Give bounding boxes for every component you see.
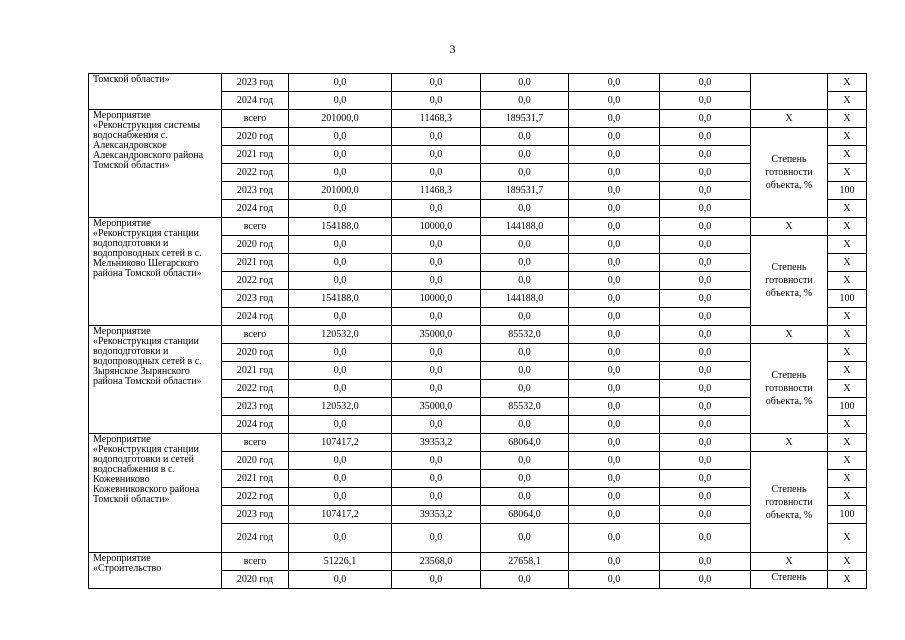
value-cell: 0,0	[392, 571, 481, 589]
indicator-cell: Степень готовности объекта, %	[751, 236, 828, 326]
value-cell: 0,0	[289, 236, 392, 254]
target-value-cell: 100	[828, 290, 867, 308]
value-cell: 0,0	[392, 362, 481, 380]
value-cell: 0,0	[660, 344, 751, 362]
target-value-cell: Х	[828, 164, 867, 182]
table-row	[89, 74, 867, 92]
value-cell: 0,0	[392, 344, 481, 362]
target-value-cell: Х	[828, 452, 867, 470]
value-cell: 0,0	[569, 128, 660, 146]
value-cell: 0,0	[481, 380, 569, 398]
value-cell: 11468,3	[392, 110, 481, 128]
year-cell: 2020 год	[222, 128, 289, 146]
value-cell: 0,0	[289, 362, 392, 380]
value-cell: 0,0	[289, 200, 392, 218]
value-cell: 0,0	[289, 571, 392, 589]
year-cell: 2021 год	[222, 470, 289, 488]
value-cell: 120532,0	[289, 326, 392, 344]
year-cell: всего	[222, 434, 289, 452]
value-cell: 0,0	[569, 92, 660, 110]
value-cell: 68064,0	[481, 506, 569, 524]
year-cell: 2022 год	[222, 164, 289, 182]
value-cell: 0,0	[660, 452, 751, 470]
value-cell: 0,0	[569, 380, 660, 398]
table-row	[89, 553, 867, 571]
event-name-cell: Мероприятие «Строительство	[89, 553, 222, 589]
year-cell: 2022 год	[222, 488, 289, 506]
value-cell: 0,0	[481, 452, 569, 470]
value-cell: 0,0	[660, 470, 751, 488]
value-cell: 0,0	[569, 110, 660, 128]
value-cell: 107417,2	[289, 506, 392, 524]
event-name-cell: Томской области»	[89, 74, 222, 110]
year-cell: 2021 год	[222, 362, 289, 380]
table-row	[89, 326, 867, 344]
year-cell: 2024 год	[222, 92, 289, 110]
value-cell: 0,0	[660, 254, 751, 272]
value-cell: 154188,0	[289, 218, 392, 236]
value-cell: 0,0	[660, 236, 751, 254]
value-cell: 0,0	[392, 254, 481, 272]
value-cell: 0,0	[481, 488, 569, 506]
value-cell: 0,0	[392, 308, 481, 326]
value-cell: 0,0	[289, 74, 392, 92]
event-name-cell: Мероприятие «Реконструкция станции водоподготовки и сетей водоснабжения в с. Кожевниково Кожевниковского района Томской области»	[89, 434, 222, 553]
value-cell: 0,0	[569, 182, 660, 200]
value-cell: 0,0	[660, 110, 751, 128]
indicator-cell	[751, 74, 828, 110]
target-value-cell: Х	[828, 470, 867, 488]
value-cell: 0,0	[660, 200, 751, 218]
year-cell: всего	[222, 326, 289, 344]
year-cell: 2021 год	[222, 146, 289, 164]
target-value-cell: Х	[828, 380, 867, 398]
year-cell: 2024 год	[222, 416, 289, 434]
value-cell: 0,0	[481, 74, 569, 92]
indicator-cell: Степень готовности объекта, %	[751, 128, 828, 218]
value-cell: 0,0	[481, 272, 569, 290]
value-cell: 0,0	[569, 452, 660, 470]
value-cell: 35000,0	[392, 326, 481, 344]
value-cell: 0,0	[660, 416, 751, 434]
target-value-cell: Х	[828, 254, 867, 272]
value-cell: 39353,2	[392, 506, 481, 524]
target-value-cell: 100	[828, 398, 867, 416]
table-row	[89, 218, 867, 236]
value-cell: 0,0	[481, 524, 569, 553]
value-cell: 0,0	[569, 470, 660, 488]
target-value-cell: 100	[828, 182, 867, 200]
value-cell: 201000,0	[289, 110, 392, 128]
target-value-cell: Х	[828, 110, 867, 128]
target-value-cell: Х	[828, 74, 867, 92]
indicator-x-mark: Х	[751, 326, 828, 344]
value-cell: 0,0	[289, 254, 392, 272]
year-cell: 2023 год	[222, 398, 289, 416]
indicator-x-mark: Х	[751, 434, 828, 452]
value-cell: 0,0	[289, 308, 392, 326]
value-cell: 0,0	[569, 571, 660, 589]
indicator-cell: Степень готовности объекта, %	[751, 452, 828, 553]
year-cell: 2020 год	[222, 571, 289, 589]
value-cell: 85532,0	[481, 398, 569, 416]
value-cell: 0,0	[569, 326, 660, 344]
value-cell: 0,0	[569, 506, 660, 524]
value-cell: 0,0	[660, 290, 751, 308]
value-cell: 0,0	[660, 92, 751, 110]
value-cell: 85532,0	[481, 326, 569, 344]
value-cell: 0,0	[392, 74, 481, 92]
target-value-cell: Х	[828, 571, 867, 589]
year-cell: 2021 год	[222, 254, 289, 272]
indicator-x-mark: Х	[751, 218, 828, 236]
value-cell: 0,0	[660, 380, 751, 398]
value-cell: 0,0	[569, 362, 660, 380]
value-cell: 68064,0	[481, 434, 569, 452]
value-cell: 27658,1	[481, 553, 569, 571]
value-cell: 0,0	[569, 416, 660, 434]
value-cell: 10000,0	[392, 290, 481, 308]
value-cell: 0,0	[392, 416, 481, 434]
value-cell: 0,0	[481, 470, 569, 488]
value-cell: 0,0	[660, 398, 751, 416]
value-cell: 0,0	[660, 362, 751, 380]
value-cell: 0,0	[481, 308, 569, 326]
value-cell: 0,0	[289, 380, 392, 398]
value-cell: 0,0	[392, 92, 481, 110]
indicator-cell: Степень	[751, 571, 828, 589]
value-cell: 0,0	[289, 92, 392, 110]
year-cell: 2024 год	[222, 308, 289, 326]
page-number: 3	[449, 42, 456, 56]
value-cell: 0,0	[392, 236, 481, 254]
budget-table	[88, 73, 867, 589]
year-cell: всего	[222, 110, 289, 128]
year-cell: 2024 год	[222, 524, 289, 553]
value-cell: 0,0	[569, 398, 660, 416]
value-cell: 0,0	[289, 452, 392, 470]
value-cell: 0,0	[289, 146, 392, 164]
value-cell: 0,0	[289, 524, 392, 553]
value-cell: 0,0	[481, 236, 569, 254]
value-cell: 0,0	[660, 571, 751, 589]
value-cell: 144188,0	[481, 290, 569, 308]
value-cell: 0,0	[481, 571, 569, 589]
indicator-x-mark: Х	[751, 110, 828, 128]
value-cell: 0,0	[392, 452, 481, 470]
value-cell: 51226,1	[289, 553, 392, 571]
year-cell: всего	[222, 553, 289, 571]
value-cell: 0,0	[660, 218, 751, 236]
value-cell: 0,0	[660, 308, 751, 326]
event-name-cell: Мероприятие «Реконструкция станции водоподготовки и водопроводных сетей в с. Мельниково Шегарского района Томской области»	[89, 218, 222, 326]
year-cell: 2020 год	[222, 344, 289, 362]
value-cell: 0,0	[392, 164, 481, 182]
target-value-cell: Х	[828, 416, 867, 434]
value-cell: 0,0	[660, 182, 751, 200]
value-cell: 0,0	[569, 488, 660, 506]
year-cell: 2024 год	[222, 200, 289, 218]
value-cell: 0,0	[481, 92, 569, 110]
target-value-cell: Х	[828, 272, 867, 290]
target-value-cell: Х	[828, 146, 867, 164]
value-cell: 0,0	[569, 524, 660, 553]
table-row	[89, 434, 867, 452]
value-cell: 189531,7	[481, 110, 569, 128]
value-cell: 0,0	[289, 272, 392, 290]
value-cell: 10000,0	[392, 218, 481, 236]
target-value-cell: Х	[828, 308, 867, 326]
value-cell: 0,0	[569, 553, 660, 571]
value-cell: 0,0	[660, 272, 751, 290]
year-cell: 2023 год	[222, 74, 289, 92]
target-value-cell: Х	[828, 236, 867, 254]
value-cell: 0,0	[569, 254, 660, 272]
target-value-cell: Х	[828, 218, 867, 236]
target-value-cell: Х	[828, 128, 867, 146]
value-cell: 0,0	[392, 524, 481, 553]
value-cell: 35000,0	[392, 398, 481, 416]
value-cell: 0,0	[660, 434, 751, 452]
value-cell: 0,0	[569, 344, 660, 362]
target-value-cell: Х	[828, 488, 867, 506]
budget-table-body	[89, 74, 867, 589]
target-value-cell: Х	[828, 553, 867, 571]
value-cell: 0,0	[392, 470, 481, 488]
year-cell: 2023 год	[222, 290, 289, 308]
value-cell: 0,0	[660, 553, 751, 571]
value-cell: 201000,0	[289, 182, 392, 200]
value-cell: 0,0	[392, 146, 481, 164]
value-cell: 0,0	[392, 200, 481, 218]
value-cell: 23568,0	[392, 553, 481, 571]
value-cell: 0,0	[289, 416, 392, 434]
value-cell: 0,0	[481, 344, 569, 362]
target-value-cell: 100	[828, 506, 867, 524]
value-cell: 0,0	[660, 326, 751, 344]
value-cell: 0,0	[289, 344, 392, 362]
value-cell: 0,0	[660, 74, 751, 92]
value-cell: 0,0	[392, 380, 481, 398]
value-cell: 0,0	[392, 128, 481, 146]
value-cell: 0,0	[569, 434, 660, 452]
value-cell: 0,0	[481, 200, 569, 218]
year-cell: 2022 год	[222, 272, 289, 290]
year-cell: 2020 год	[222, 236, 289, 254]
value-cell: 107417,2	[289, 434, 392, 452]
indicator-x-mark: Х	[751, 553, 828, 571]
value-cell: 0,0	[660, 164, 751, 182]
target-value-cell: Х	[828, 434, 867, 452]
value-cell: 0,0	[569, 236, 660, 254]
value-cell: 0,0	[569, 290, 660, 308]
value-cell: 0,0	[660, 146, 751, 164]
year-cell: 2023 год	[222, 506, 289, 524]
target-value-cell: Х	[828, 92, 867, 110]
value-cell: 0,0	[660, 524, 751, 553]
value-cell: 0,0	[660, 506, 751, 524]
target-value-cell: Х	[828, 344, 867, 362]
value-cell: 120532,0	[289, 398, 392, 416]
value-cell: 0,0	[481, 254, 569, 272]
value-cell: 0,0	[392, 272, 481, 290]
value-cell: 39353,2	[392, 434, 481, 452]
value-cell: 0,0	[481, 146, 569, 164]
target-value-cell: Х	[828, 362, 867, 380]
target-value-cell: Х	[828, 326, 867, 344]
value-cell: 0,0	[569, 146, 660, 164]
value-cell: 0,0	[481, 164, 569, 182]
table-row	[89, 110, 867, 128]
target-value-cell: Х	[828, 524, 867, 553]
value-cell: 0,0	[569, 74, 660, 92]
value-cell: 0,0	[569, 164, 660, 182]
year-cell: всего	[222, 218, 289, 236]
value-cell: 0,0	[660, 128, 751, 146]
value-cell: 0,0	[660, 488, 751, 506]
value-cell: 0,0	[481, 128, 569, 146]
event-name-cell: Мероприятие «Реконструкция системы водоснабжения с. Александровское Александровского района Томской области»	[89, 110, 222, 218]
value-cell: 11468,3	[392, 182, 481, 200]
year-cell: 2023 год	[222, 182, 289, 200]
value-cell: 0,0	[569, 200, 660, 218]
value-cell: 0,0	[481, 416, 569, 434]
value-cell: 0,0	[392, 488, 481, 506]
value-cell: 0,0	[481, 362, 569, 380]
value-cell: 144188,0	[481, 218, 569, 236]
target-value-cell: Х	[828, 200, 867, 218]
event-name-cell: Мероприятие «Реконструкция станции водоподготовки и водопроводных сетей в с. Зырянское Зырянского района Томской области»	[89, 326, 222, 434]
value-cell: 0,0	[289, 164, 392, 182]
value-cell: 0,0	[289, 128, 392, 146]
year-cell: 2020 год	[222, 452, 289, 470]
indicator-cell: Степень готовности объекта, %	[751, 344, 828, 434]
value-cell: 189531,7	[481, 182, 569, 200]
value-cell: 0,0	[569, 308, 660, 326]
value-cell: 0,0	[289, 470, 392, 488]
value-cell: 154188,0	[289, 290, 392, 308]
value-cell: 0,0	[569, 272, 660, 290]
value-cell: 0,0	[569, 218, 660, 236]
value-cell: 0,0	[289, 488, 392, 506]
year-cell: 2022 год	[222, 380, 289, 398]
